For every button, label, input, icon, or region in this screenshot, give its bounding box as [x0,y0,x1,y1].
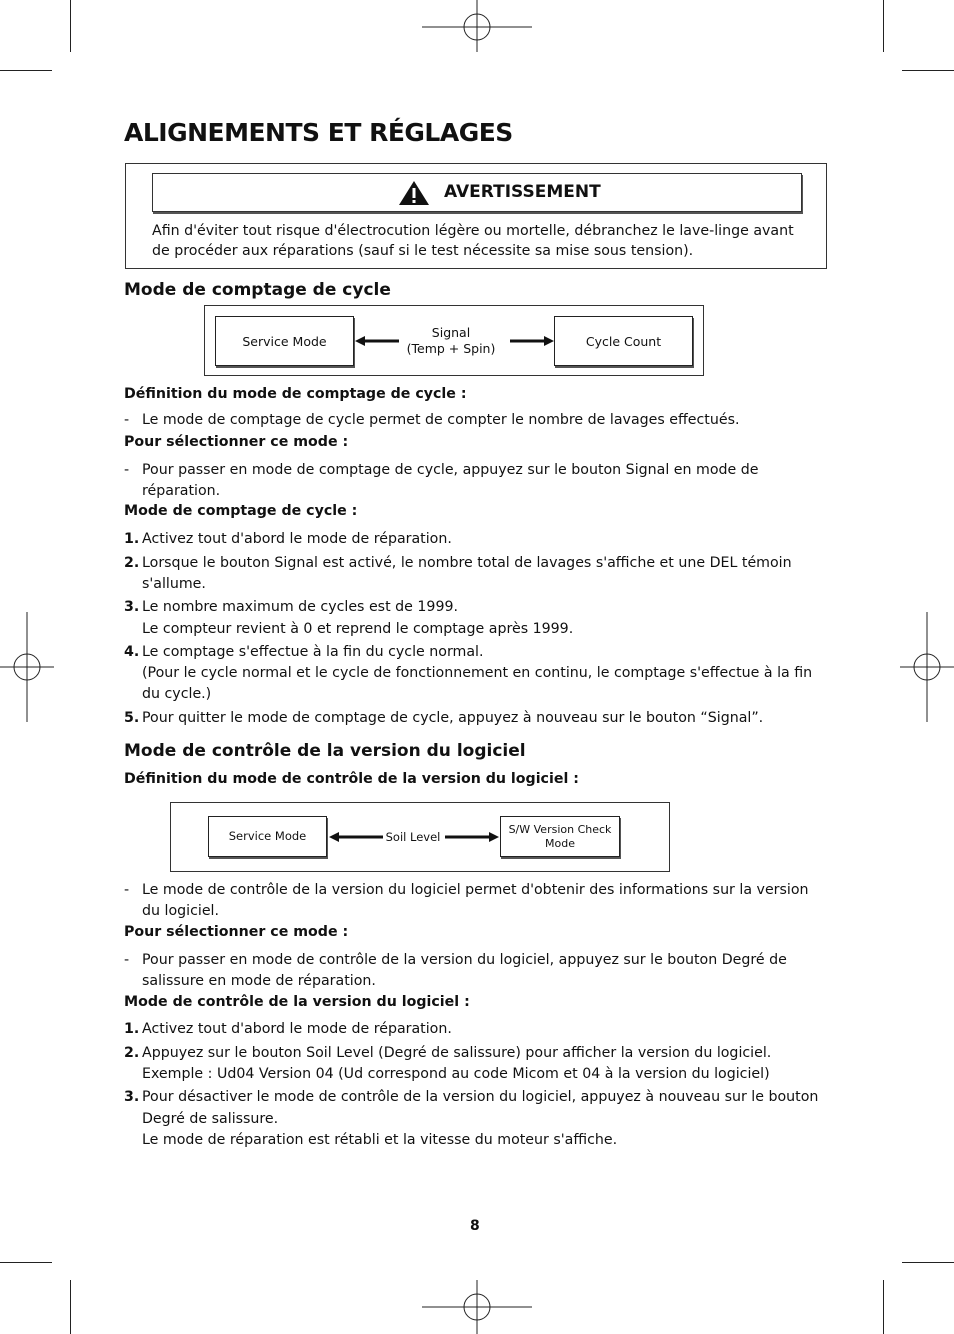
crop-mark [70,0,71,52]
crop-mark [70,1280,71,1334]
diagram-box-sw-version-check [500,816,620,857]
select-text: Pour passer en mode de contrôle de la version du logiciel, appuyez sur le bouton Degré de salissure en mode de réparation. [142,952,787,989]
page-title: ALIGNEMENTS ET RÉGLAGES [124,118,513,147]
step-number: 4. [124,644,140,660]
arrow-left-icon [329,831,383,843]
warning-header [152,173,802,212]
registration-mark-right [900,612,954,722]
step-line: Activez tout d'abord le mode de réparation. [142,531,452,547]
diagram-box-service-mode: Service Mode [215,316,354,366]
software-version-diagram [170,802,670,872]
warning-label: AVERTISSEMENT [444,182,601,202]
step-number: 3. [124,599,140,615]
step-line: Le compteur revient à 0 et reprend le comptage après 1999. [142,621,574,637]
step-number: 5. [124,710,140,726]
crop-mark [902,1262,954,1263]
cycle-count-diagram [204,305,704,376]
crop-mark [883,0,884,52]
step-line: Pour désactiver le mode de contrôle de la version du logiciel, appuyez à nouveau sur le bouton [142,1089,819,1105]
crop-mark [883,1280,884,1334]
registration-mark-bottom [422,1280,532,1334]
definition-text: Le mode de comptage de cycle permet de compter le nombre de lavages effectués. [142,412,740,428]
step-number: 3. [124,1089,140,1105]
step-number: 1. [124,1021,140,1037]
step-line: Le nombre maximum de cycles est de 1999. [142,599,459,615]
registration-mark-left [0,612,54,722]
diagram-signal-label [401,325,501,357]
warning-icon [398,180,430,206]
step-line: Pour quitter le mode de comptage de cycle, appuyez à nouveau sur le bouton “Signal”. [142,710,764,726]
step-line: du cycle.) [142,686,212,702]
definition-text: Le mode de contrôle de la version du logiciel permet d'obtenir des informations sur la version du logiciel. [142,882,809,919]
arrow-right-icon [510,335,554,347]
section-heading-cycle-count: Mode de comptage de cycle [124,280,391,300]
select-text: Pour passer en mode de comptage de cycle, appuyez sur le bouton Signal en mode de réparation. [142,462,759,499]
step-line: Le comptage s'effectue à la fin du cycle normal. [142,644,484,660]
crop-mark [0,1262,52,1263]
step-line: Lorsque le bouton Signal est activé, le nombre total de lavages s'affiche et une DEL témoin [142,555,792,571]
crop-mark [0,70,52,71]
arrow-right-icon [445,831,499,843]
step-line: Le mode de réparation est rétabli et la vitesse du moteur s'affiche. [142,1132,618,1148]
mode-heading: Mode de contrôle de la version du logiciel : [124,994,470,1010]
step-number: 2. [124,555,140,571]
mode-heading: Mode de comptage de cycle : [124,503,358,519]
signal-line2: (Temp + Spin) [406,341,496,356]
definition-heading: Définition du mode de comptage de cycle : [124,386,467,402]
dash-bullet: - [124,882,130,898]
select-heading: Pour sélectionner ce mode : [124,434,349,450]
sw-check-line1: S/W Version Check [508,822,612,836]
dash-bullet: - [124,952,130,968]
step-line: s'allume. [142,576,206,592]
warning-box [125,163,827,269]
crop-mark [902,70,954,71]
sw-check-line2: Mode [545,836,575,850]
step-line: Degré de salissure. [142,1111,279,1127]
section-heading-software-version: Mode de contrôle de la version du logiciel [124,741,526,761]
diagram-soil-level-label: Soil Level [385,830,441,844]
select-heading: Pour sélectionner ce mode : [124,924,349,940]
dash-bullet: - [124,412,130,428]
diagram-box-service-mode: Service Mode [208,816,327,857]
step-line: Activez tout d'abord le mode de réparation. [142,1021,452,1037]
step-number: 1. [124,531,140,547]
signal-line1: Signal [431,325,471,340]
step-line: Exemple : Ud04 Version 04 (Ud correspond au code Micom et 04 à la version du logiciel) [142,1066,770,1082]
step-number: 2. [124,1045,140,1061]
arrow-left-icon [355,335,399,347]
warning-text: Afin d'éviter tout risque d'électrocution légère ou mortelle, débranchez le lave-linge avant de procéder aux réparations (sauf si le test nécessite sa mise sous tension). [152,223,794,259]
diagram-box-cycle-count: Cycle Count [554,316,693,366]
step-line: (Pour le cycle normal et le cycle de fonctionnement en continu, le comptage s'effectue à la fin [142,665,813,681]
dash-bullet: - [124,462,130,478]
definition-heading: Définition du mode de contrôle de la version du logiciel : [124,771,579,787]
step-line: Appuyez sur le bouton Soil Level (Degré de salissure) pour afficher la version du logiciel. [142,1045,772,1061]
page-number: 8 [470,1218,480,1234]
registration-mark-top [422,0,532,54]
